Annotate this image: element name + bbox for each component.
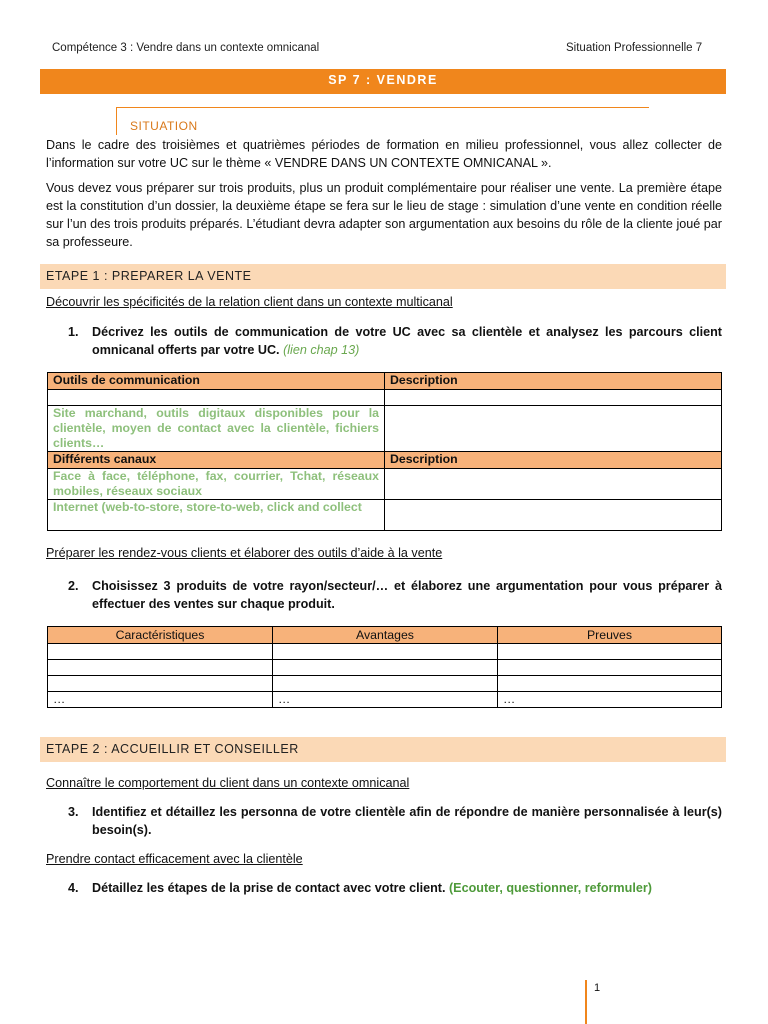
- question-3-text: Identifiez et détaillez les personna de votre clientèle afin de répondre de manière personnalisée à leur(s) besoin(s).: [92, 805, 722, 837]
- table-cell: [273, 644, 498, 660]
- table-cell: Internet (web-to-store, store-to-web, click and collect: [48, 500, 385, 531]
- page-title-banner: SP 7 : VENDRE: [40, 69, 726, 94]
- table-row: [48, 627, 722, 644]
- table-cell: [273, 676, 498, 692]
- table-row: [48, 676, 722, 692]
- table-cell: Site marchand, outils digitaux disponibles pour la clientèle, moyen de contact avec la clientèle, fichiers clients…: [48, 406, 385, 452]
- situation-frame-top: [116, 107, 649, 108]
- table-cell: [48, 660, 273, 676]
- question-1-number: 1.: [68, 325, 79, 339]
- question-1-text: Décrivez les outils de communication de votre UC avec sa clientèle et analysez les parcours client omnicanal offerts par votre UC.: [92, 325, 722, 357]
- question-4-text: Détaillez les étapes de la prise de contact avec votre client.: [92, 881, 446, 895]
- table-header-cell: Preuves: [498, 627, 722, 644]
- table-row: [48, 390, 722, 406]
- situation-paragraph-2: Vous devez vous préparer sur trois produits, plus un produit complémentaire pour réaliser une vente. La première étape est la constitution d’un dossier, la deuxième étape se fera sur le lieu de stage : simulation d’une vente en condition réelle sur l’un des trois produits préparés. L’étudiant devra adapter son argumentation aux besoins du rôle de la cliente joué par sa professeure.: [46, 181, 722, 249]
- table-cell: [385, 390, 722, 406]
- table-cell: [273, 660, 498, 676]
- table-row: [48, 373, 722, 390]
- etape-1-heading: ETAPE 1 : PREPARER LA VENTE: [40, 264, 726, 289]
- table-row: [48, 452, 722, 469]
- question-1: [68, 323, 722, 359]
- table-cell: [385, 469, 722, 500]
- table-header-cell: Outils de communication: [48, 373, 385, 390]
- table-header-cell: Description: [385, 373, 722, 390]
- etape-2-subtitle-1: Connaître le comportement du client dans un contexte omnicanal: [46, 776, 410, 790]
- table-header-cell: Caractéristiques: [48, 627, 273, 644]
- question-1-hint: (lien chap 13): [283, 343, 360, 357]
- argumentation-table: [47, 626, 722, 708]
- table-cell: [498, 676, 722, 692]
- etape-1-subtitle-2: Préparer les rendez-vous clients et élaborer des outils d’aide à la vente: [46, 546, 443, 560]
- table-header-cell: Avantages: [273, 627, 498, 644]
- table-cell: [385, 406, 722, 452]
- question-2-text: Choisissez 3 produits de votre rayon/secteur/… et élaborez une argumentation pour vous préparer à effectuer des ventes sur chaque produit.: [92, 579, 722, 611]
- table-cell: …: [48, 692, 273, 708]
- etape-1-subtitle-1: Découvrir les spécificités de la relation client dans un contexte multicanal: [46, 295, 453, 309]
- table-row: [48, 660, 722, 676]
- situation-frame-left: [116, 107, 117, 135]
- table-cell: …: [498, 692, 722, 708]
- table-row: [48, 469, 722, 500]
- table-row: [48, 644, 722, 660]
- table-cell: [498, 660, 722, 676]
- communication-tools-table: [47, 372, 722, 531]
- etape-2-subtitle-2: Prendre contact efficacement avec la clientèle: [46, 852, 303, 866]
- table-header-cell: Description: [385, 452, 722, 469]
- header-left: Compétence 3 : Vendre dans un contexte omnicanal: [52, 42, 320, 54]
- table-row: [48, 500, 722, 531]
- table-cell: [48, 390, 385, 406]
- table-cell: …: [273, 692, 498, 708]
- table-header-cell: Différents canaux: [48, 452, 385, 469]
- table-cell: [385, 500, 722, 531]
- question-4-number: 4.: [68, 881, 79, 895]
- question-4-hint: (Ecouter, questionner, reformuler): [448, 881, 652, 895]
- table-cell: [48, 676, 273, 692]
- table-cell: [498, 644, 722, 660]
- etape-2-heading: ETAPE 2 : ACCUEILLIR ET CONSEILLER: [40, 737, 726, 762]
- situation-paragraph-1: Dans le cadre des troisièmes et quatrièmes périodes de formation en milieu professionnel, vous allez collecter de l’information sur votre UC sur le thème « VENDRE DANS UN CONTEXTE OMNICANAL ».: [46, 138, 722, 170]
- question-4: [68, 879, 722, 897]
- page-number: 1: [594, 982, 601, 994]
- question-2-number: 2.: [68, 579, 79, 593]
- page-number-rule: [585, 980, 587, 1024]
- question-2: [68, 577, 722, 613]
- table-cell: Face à face, téléphone, fax, courrier, Tchat, réseaux mobiles, réseaux sociaux: [48, 469, 385, 500]
- table-row: [48, 406, 722, 452]
- question-3: [68, 803, 722, 839]
- situation-title: SITUATION: [130, 119, 198, 133]
- table-row: [48, 692, 722, 708]
- table-cell: [48, 644, 273, 660]
- question-3-number: 3.: [68, 805, 79, 819]
- header-right: Situation Professionnelle 7: [566, 42, 703, 54]
